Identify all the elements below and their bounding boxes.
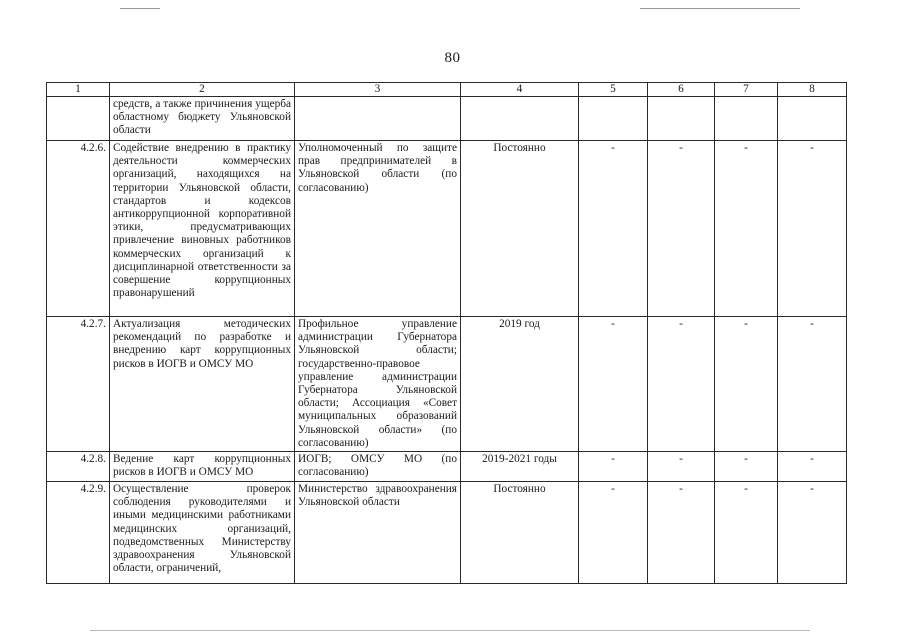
cell-col5: -: [579, 317, 648, 452]
scan-artifact-top: [120, 8, 160, 9]
scan-artifact-top: [640, 8, 800, 9]
executor-text: [295, 97, 461, 141]
column-header: 8: [778, 83, 847, 97]
cell-col8: -: [778, 317, 847, 452]
cell-col7: [715, 97, 778, 141]
column-header: 6: [648, 83, 715, 97]
executor-text: Профильное управление администрации Губернатора Ульяновской области; государственно-правовое управление администрации Губернатора Ульяновской области; Ассоциация «Совет муниципальных образований Ульяновской области» (по согласованию): [295, 317, 461, 452]
measure-text: Содействие внедрению в практику деятельности коммерческих организаций, находящихся на территории Ульяновской области, стандартов и кодексов антикоррупционной корпоративной этики, предусматривающих привлечение виновных работников коммерческих организаций к дисциплинарной ответственности за совершение коррупционных правонарушений: [110, 141, 295, 317]
cell-col7: -: [715, 482, 778, 584]
cell-col5: -: [579, 141, 648, 317]
column-header: 4: [461, 83, 579, 97]
cell-col8: -: [778, 452, 847, 482]
period-text: Постоянно: [461, 482, 579, 584]
column-header: 5: [579, 83, 648, 97]
measures-table: [46, 82, 847, 584]
item-number: 4.2.9.: [47, 482, 110, 584]
column-header: 3: [295, 83, 461, 97]
period-text: 2019 год: [461, 317, 579, 452]
cell-col6: -: [648, 482, 715, 584]
item-number: [47, 97, 110, 141]
period-text: [461, 97, 579, 141]
table-row: [47, 141, 847, 317]
measure-text: Ведение карт коррупционных рисков в ИОГВ и ОМСУ МО: [110, 452, 295, 482]
cell-col7: -: [715, 452, 778, 482]
column-header: 1: [47, 83, 110, 97]
cell-col8: -: [778, 141, 847, 317]
item-number: 4.2.8.: [47, 452, 110, 482]
page-number: 80: [444, 50, 461, 66]
period-text: 2019-2021 годы: [461, 452, 579, 482]
cell-col5: -: [579, 452, 648, 482]
cell-col5: [579, 97, 648, 141]
cell-col8: [778, 97, 847, 141]
table-row: [47, 317, 847, 452]
column-header: 2: [110, 83, 295, 97]
scan-artifact-bottom: [90, 630, 810, 631]
cell-col6: -: [648, 141, 715, 317]
cell-col5: -: [579, 482, 648, 584]
cell-col6: -: [648, 452, 715, 482]
table-row: [47, 452, 847, 482]
item-number: 4.2.6.: [47, 141, 110, 317]
column-header: 7: [715, 83, 778, 97]
cell-col7: -: [715, 317, 778, 452]
cell-col6: [648, 97, 715, 141]
executor-text: ИОГВ; ОМСУ МО (по согласованию): [295, 452, 461, 482]
table-row: [47, 97, 847, 141]
header-row: [47, 83, 847, 97]
cell-col6: -: [648, 317, 715, 452]
cell-col7: -: [715, 141, 778, 317]
executor-text: Уполномоченный по защите прав предпринимателей в Ульяновской области (по согласованию): [295, 141, 461, 317]
measure-text: средств, а также причинения ущерба областному бюджету Ульяновской области: [110, 97, 295, 141]
measure-text: Актуализация методических рекомендаций по разработке и внедрению карт коррупционных рисков в ИОГВ и ОМСУ МО: [110, 317, 295, 452]
table-row: [47, 482, 847, 584]
cell-col8: -: [778, 482, 847, 584]
period-text: Постоянно: [461, 141, 579, 317]
measure-text: Осуществление проверок соблюдения руководителями и иными медицинскими работниками медицинских организаций, подведомственных Министерству здравоохранения Ульяновской области, ограничений,: [110, 482, 295, 584]
executor-text: Министерство здравоохранения Ульяновской области: [295, 482, 461, 584]
item-number: 4.2.7.: [47, 317, 110, 452]
